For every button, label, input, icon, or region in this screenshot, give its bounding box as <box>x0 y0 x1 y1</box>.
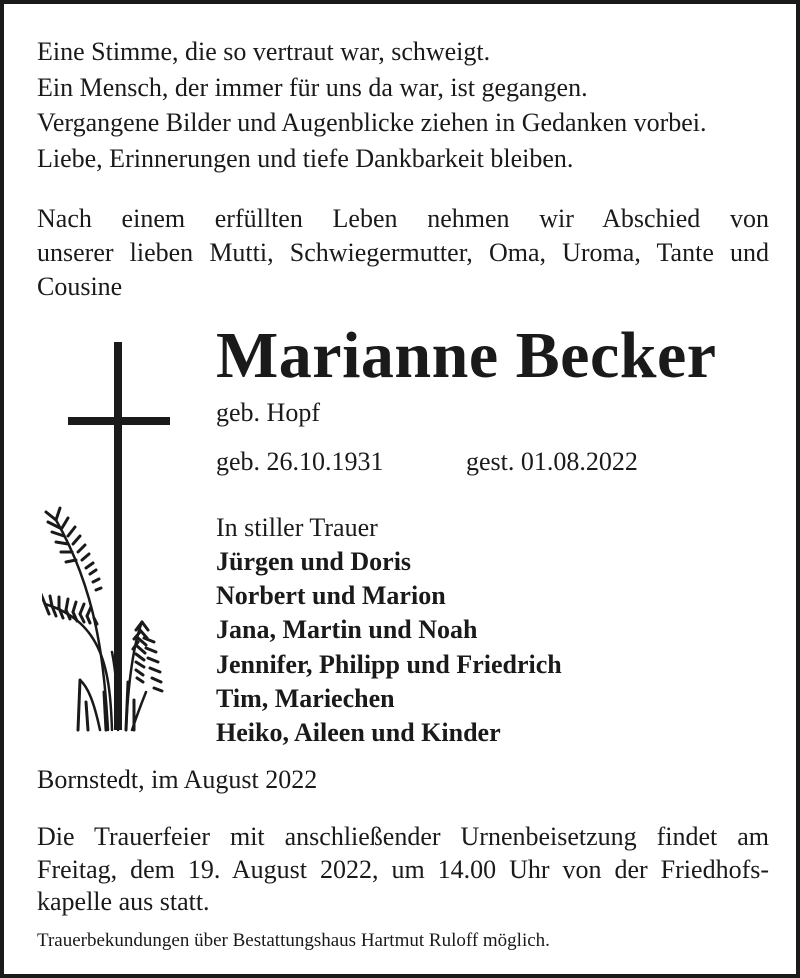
farewell-line: Nach einem erfüllten Leben nehmen wir Abschied von <box>37 204 769 233</box>
service-line: Freitag, dem 19. August 2022, um 14.00 Uhr von der Friedhofs- <box>37 854 769 884</box>
deceased-name: Marianne Becker <box>216 319 717 392</box>
mourners-list <box>216 545 562 750</box>
farewell-line: unserer lieben Mutti, Schwiegermutter, Oma, Uroma, Tante und <box>37 238 769 267</box>
funeral-service-info <box>37 821 769 919</box>
mourner-entry: Tim, Mariechen <box>216 683 395 713</box>
poem-line: Vergangene Bilder und Augenblicke ziehen in Gedanken vorbei. <box>37 108 707 137</box>
poem-line: Ein Mensch, der immer für uns da war, ist gegangen. <box>37 72 588 102</box>
poem-line: Eine Stimme, die so vertraut war, schweigt. <box>37 37 491 66</box>
place-and-date: Bornstedt, im August 2022 <box>37 765 318 794</box>
death-date: gest. 01.08.2022 <box>466 447 638 476</box>
farewell-line: Cousine <box>37 272 123 301</box>
mourning-intro: In stiller Trauer <box>216 513 378 542</box>
mourner-entry: Jennifer, Philipp und Friedrich <box>216 649 562 679</box>
mourner-entry: Norbert und Marion <box>216 581 446 611</box>
maiden-name: geb. Hopf <box>216 398 320 427</box>
farewell-text <box>37 202 769 304</box>
mourner-entry: Jürgen und Doris <box>216 547 412 576</box>
mourner-entry: Jana, Martin und Noah <box>216 615 478 645</box>
service-line: kapelle aus statt. <box>37 887 210 916</box>
cross-with-wheat-icon <box>42 342 182 734</box>
poem <box>37 34 707 176</box>
service-line: Die Trauerfeier mit anschließender Urnenbeisetzung findet am <box>37 822 769 851</box>
poem-line: Liebe, Erinnerungen und tiefe Dankbarkeit bleiben. <box>37 143 574 173</box>
mourner-entry: Heiko, Aileen und Kinder <box>216 718 501 748</box>
condolence-note: Trauerbekundungen über Bestattungshaus Hartmut Ruloff möglich. <box>37 930 550 951</box>
birth-date: geb. 26.10.1931 <box>216 447 384 476</box>
